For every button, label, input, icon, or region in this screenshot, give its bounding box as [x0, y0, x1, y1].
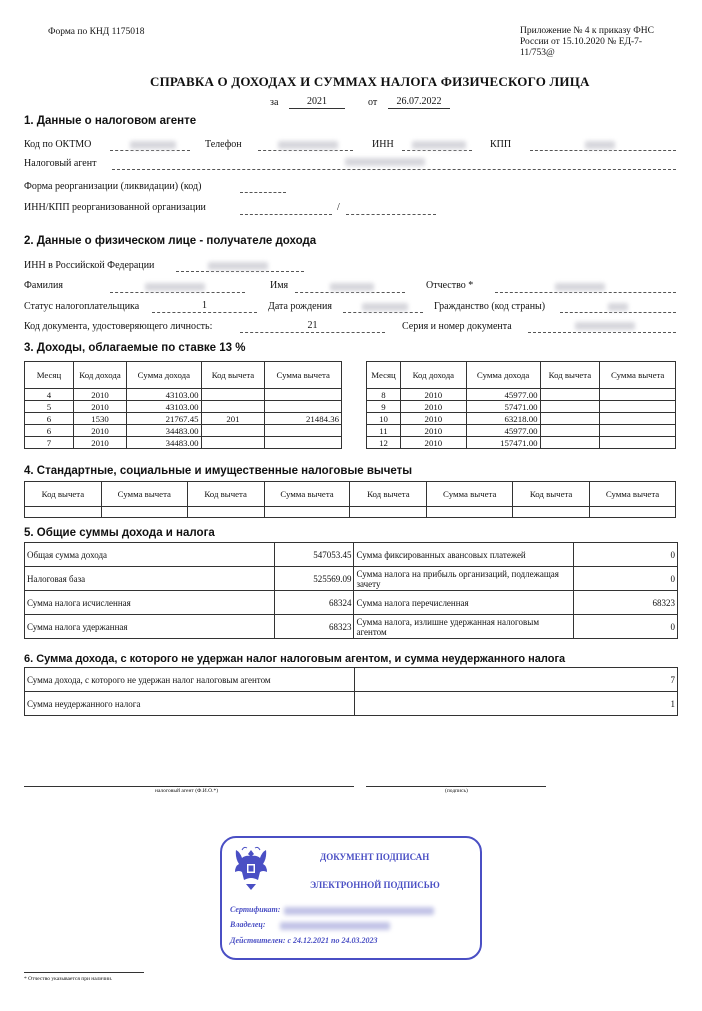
section4-title: 4. Стандартные, социальные и имущественные налоговые вычеты	[24, 465, 413, 477]
total-value: 0	[574, 615, 678, 639]
redacted-citizenship	[608, 303, 628, 311]
total-value: 547053.45	[274, 543, 354, 567]
redacted-inn	[412, 141, 466, 149]
table-row	[25, 389, 342, 401]
col-header: Код дохода	[400, 362, 466, 389]
reorg-slash: /	[337, 202, 340, 213]
table-row	[25, 401, 342, 413]
redacted-name	[330, 283, 374, 291]
date-label: от	[368, 97, 378, 108]
cell-income-sum: 43103.00	[127, 401, 201, 413]
stamp-validity: Действителен: с 24.12.2021 по 24.03.2023	[230, 936, 378, 945]
col-header: Код вычета	[350, 482, 427, 507]
redacted-kpp	[585, 141, 615, 149]
table-row	[367, 425, 676, 437]
col-header: Код дохода	[73, 362, 126, 389]
total-value: 0	[574, 567, 678, 591]
reorg-form-field	[240, 180, 286, 193]
col-header: Сумма вычета	[265, 362, 342, 389]
cell-income-code: 2010	[73, 437, 126, 449]
table-row	[25, 543, 678, 567]
table-row	[25, 413, 342, 425]
doc-code-label: Код документа, удостоверяющего личность:	[24, 321, 213, 332]
col-header: Сумма вычета	[264, 482, 350, 507]
total-label: Общая сумма дохода	[25, 543, 275, 567]
cell-income-sum: 45977.00	[466, 425, 540, 437]
redacted-phone	[278, 141, 338, 149]
total-label: Сумма налога на прибыль организаций, подлежащая зачету	[354, 567, 574, 591]
cell-income-sum: 21767.45	[127, 413, 201, 425]
table-row	[25, 615, 678, 639]
doc-number-label: Серия и номер документа	[402, 321, 512, 332]
stamp-owner-label: Владелец:	[230, 920, 266, 929]
cell-month: 9	[367, 401, 401, 413]
kpp-label: КПП	[490, 139, 512, 150]
deductions-table	[24, 481, 676, 518]
table-row	[25, 668, 678, 692]
total-value: 525569.09	[274, 567, 354, 591]
doc-code-value: 21	[240, 320, 385, 333]
reorg-inn-label: ИНН/КПП реорганизованной организации	[24, 202, 206, 213]
cell-income-sum: 63218.00	[466, 413, 540, 425]
citizenship-label: Гражданство (код страны)	[434, 301, 546, 312]
cell-month: 4	[25, 389, 74, 401]
total-label: Сумма налога удержанная	[25, 615, 275, 639]
unwithheld-label: Сумма дохода, с которого не удержан налог налоговым агентом	[25, 668, 355, 692]
table-row	[25, 591, 678, 615]
cell-deduction-code	[201, 425, 265, 437]
total-label: Сумма налога исчисленная	[25, 591, 275, 615]
col-header: Код вычета	[513, 482, 590, 507]
footnote: * Отчество указывается при наличии.	[24, 976, 113, 982]
cell-deduction-code: 201	[201, 413, 265, 425]
unwithheld-value: 1	[354, 692, 677, 716]
table-row	[25, 692, 678, 716]
document-title: СПРАВКА О ДОХОДАХ И СУММАХ НАЛОГА ФИЗИЧЕСКОГО ЛИЦА	[150, 74, 590, 89]
total-value: 68324	[274, 591, 354, 615]
cell-deduction-code	[201, 389, 265, 401]
cell-deduction-sum	[600, 437, 676, 449]
unwithheld-table	[24, 667, 678, 716]
table-row	[367, 401, 676, 413]
col-header: Код вычета	[25, 482, 102, 507]
table-row	[367, 437, 676, 449]
signature-caption: (подпись)	[445, 788, 468, 794]
cell-deduction-code	[540, 437, 600, 449]
cell-deduction-sum: 21484.36	[265, 413, 342, 425]
signature-line	[366, 786, 546, 787]
cell-deduction-sum	[600, 401, 676, 413]
patronymic-label: Отчество *	[426, 280, 474, 291]
redacted-person-inn	[208, 262, 268, 270]
total-value: 68323	[574, 591, 678, 615]
table-row	[367, 389, 676, 401]
total-label: Налоговая база	[25, 567, 275, 591]
cell-month: 7	[25, 437, 74, 449]
reorg-kpp-field	[346, 202, 436, 215]
cell-deduction-code	[540, 389, 600, 401]
appendix-line: России от 15.10.2020 № ЕД-7-	[520, 37, 643, 47]
cell-income-code: 2010	[400, 389, 466, 401]
cell-income-code: 1530	[73, 413, 126, 425]
totals-table	[24, 542, 678, 639]
col-header: Код вычета	[540, 362, 600, 389]
cell-deduction-code	[201, 401, 265, 413]
cell-month: 8	[367, 389, 401, 401]
oktmo-label: Код по ОКТМО	[24, 139, 92, 150]
cell-deduction-sum	[265, 425, 342, 437]
stamp-line1: ДОКУМЕНТ ПОДПИСАН	[320, 852, 430, 862]
redacted-birth	[362, 303, 408, 311]
cell-income-code: 2010	[400, 401, 466, 413]
section6-title: 6. Сумма дохода, с которого не удержан налог налоговым агентом, и сумма неудержанного налога	[24, 653, 566, 665]
income-table-right	[366, 361, 676, 449]
cell-deduction-code	[201, 437, 265, 449]
cell-income-code: 2010	[73, 425, 126, 437]
redacted-patronymic	[555, 283, 605, 291]
col-header: Код вычета	[201, 362, 265, 389]
status-value: 1	[152, 300, 257, 313]
phone-label: Телефон	[205, 139, 242, 150]
year-value: 2021	[289, 96, 345, 109]
table-row	[25, 567, 678, 591]
cell-month: 11	[367, 425, 401, 437]
form-knd: Форма по КНД 1175018	[48, 27, 145, 37]
cell-deduction-sum	[600, 389, 676, 401]
stamp-line2: ЭЛЕКТРОННОЙ ПОДПИСЬЮ	[310, 880, 440, 890]
total-label: Сумма налога, излишне удержанная налоговым агентом	[354, 615, 574, 639]
redacted-surname	[145, 283, 205, 291]
redacted-doc-number	[575, 322, 635, 330]
cell-month: 5	[25, 401, 74, 413]
agent-caption: налоговый агент (Ф.И.О.*)	[155, 788, 219, 794]
col-header: Сумма дохода	[127, 362, 201, 389]
reorg-form-label: Форма реорганизации (ликвидации) (код)	[24, 181, 202, 192]
col-header: Сумма дохода	[466, 362, 540, 389]
table-row	[25, 437, 342, 449]
col-header: Месяц	[367, 362, 401, 389]
redacted-owner	[280, 922, 390, 930]
total-label: Сумма налога перечисленная	[354, 591, 574, 615]
cell-income-code: 2010	[400, 437, 466, 449]
reorg-inn-field	[240, 202, 332, 215]
cell-income-sum: 45977.00	[466, 389, 540, 401]
cell-deduction-code	[540, 413, 600, 425]
section5-title: 5. Общие суммы дохода и налога	[24, 527, 215, 539]
total-value: 0	[574, 543, 678, 567]
date-value: 26.07.2022	[388, 96, 450, 109]
col-header: Сумма вычета	[590, 482, 676, 507]
cell-income-code: 2010	[400, 413, 466, 425]
cell-deduction-code	[540, 425, 600, 437]
table-row	[25, 507, 676, 518]
person-inn-label: ИНН в Российской Федерации	[24, 260, 155, 271]
cell-month: 6	[25, 425, 74, 437]
agent-label: Налоговый агент	[24, 158, 97, 169]
cell-month: 6	[25, 413, 74, 425]
col-header: Месяц	[25, 362, 74, 389]
col-header: Код вычета	[187, 482, 264, 507]
total-value: 68323	[274, 615, 354, 639]
cell-deduction-sum	[265, 401, 342, 413]
status-label: Статус налогоплательщика	[24, 301, 140, 312]
cell-month: 10	[367, 413, 401, 425]
redacted-certificate	[284, 907, 434, 915]
section1-title: 1. Данные о налоговом агенте	[24, 115, 197, 127]
cell-deduction-sum	[265, 389, 342, 401]
cell-deduction-code	[540, 401, 600, 413]
stamp-cert-label: Сертификат:	[230, 905, 281, 914]
cell-deduction-sum	[265, 437, 342, 449]
col-header: Сумма вычета	[101, 482, 187, 507]
section2-title: 2. Данные о физическом лице - получателе дохода	[24, 235, 317, 247]
appendix-line: 11/753@	[520, 48, 555, 58]
section3-title: 3. Доходы, облагаемые по ставке 13 %	[24, 342, 246, 354]
name-label: Имя	[270, 280, 289, 291]
total-label: Сумма фиксированных авансовых платежей	[354, 543, 574, 567]
year-label: за	[270, 97, 279, 108]
col-header: Сумма вычета	[600, 362, 676, 389]
cell-income-code: 2010	[73, 389, 126, 401]
coat-of-arms-icon	[228, 844, 274, 894]
income-table-left	[24, 361, 342, 449]
redacted-oktmo	[130, 141, 176, 149]
e-signature-stamp	[220, 836, 482, 960]
agent-signature-line	[24, 786, 354, 787]
unwithheld-label: Сумма неудержанного налога	[25, 692, 355, 716]
cell-income-sum: 34483.00	[127, 425, 201, 437]
cell-income-sum: 43103.00	[127, 389, 201, 401]
appendix-line: Приложение № 4 к приказу ФНС	[520, 26, 654, 36]
appendix-note	[520, 26, 680, 59]
unwithheld-value: 7	[354, 668, 677, 692]
surname-label: Фамилия	[24, 280, 63, 291]
col-header: Сумма вычета	[427, 482, 513, 507]
redacted-agent	[345, 158, 425, 166]
table-row	[25, 425, 342, 437]
cell-deduction-sum	[600, 425, 676, 437]
inn-label: ИНН	[372, 139, 394, 150]
table-row	[367, 413, 676, 425]
cell-income-sum: 157471.00	[466, 437, 540, 449]
cell-income-code: 2010	[400, 425, 466, 437]
cell-deduction-sum	[600, 413, 676, 425]
cell-income-sum: 57471.00	[466, 401, 540, 413]
cell-income-sum: 34483.00	[127, 437, 201, 449]
cell-income-code: 2010	[73, 401, 126, 413]
birth-label: Дата рождения	[268, 301, 332, 312]
footnote-rule	[24, 972, 144, 973]
cell-month: 12	[367, 437, 401, 449]
